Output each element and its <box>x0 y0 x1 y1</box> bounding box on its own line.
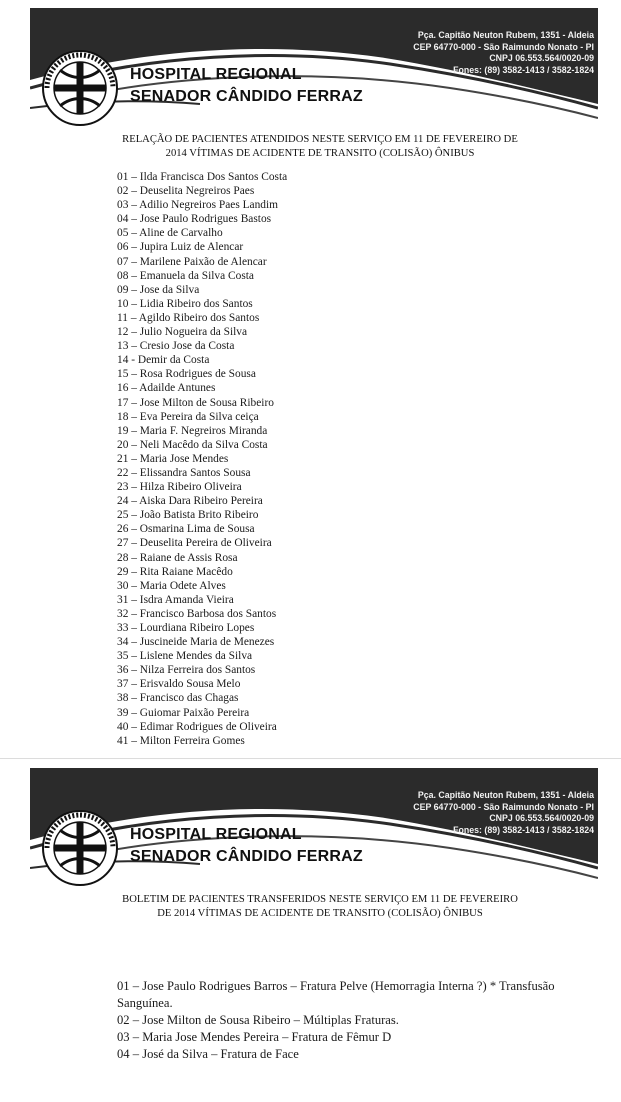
patient-item: 11 – Agildo Ribeiro dos Santos <box>117 311 260 324</box>
patient-item: 24 – Aiska Dara Ribeiro Pereira <box>117 495 263 508</box>
patient-item: 10 – Lidia Ribeiro dos Santos <box>117 297 253 310</box>
hospital-name-line1: HOSPITAL REGIONAL <box>130 66 302 83</box>
patient-item: 22 – Elissandra Santos Sousa <box>117 466 251 479</box>
transfer-item: 02 – Jose Milton de Sousa Ribeiro – Múltiplas Fraturas. <box>117 1013 399 1027</box>
patient-item: 29 – Rita Raiane Macêdo <box>117 565 233 578</box>
report1-title-line1: RELAÇÃO DE PACIENTES ATENDIDOS NESTE SERVIÇO EM 11 DE FEVEREIRO DE <box>122 134 518 145</box>
hospital-cep: CEP 64770-000 - São Raimundo Nonato - PI <box>413 41 594 52</box>
patient-item: 21 – Maria Jose Mendes <box>117 452 229 465</box>
hospital-phones: Fones: (89) 3582-1413 / 3582-1824 <box>453 64 594 75</box>
hospital-name <box>130 824 363 868</box>
hospital-name-line2: SENADOR CÂNDIDO FERRAZ <box>130 88 363 105</box>
hospital-logo <box>42 810 118 886</box>
page-divider <box>0 758 621 759</box>
hospital-phones: Fones: (89) 3582-1413 / 3582-1824 <box>453 824 594 835</box>
patient-item: 32 – Francisco Barbosa dos Santos <box>117 607 277 620</box>
hospital-name-line1: HOSPITAL REGIONAL <box>130 826 302 843</box>
patient-item: 25 – João Batista Brito Ribeiro <box>117 509 259 522</box>
patient-item: 27 – Deuselita Pereira de Oliveira <box>117 537 272 550</box>
patient-item: 37 – Erisvaldo Sousa Melo <box>117 678 241 691</box>
patient-item: 06 – Jupira Luiz de Alencar <box>117 241 244 254</box>
patient-item: 12 – Julio Nogueira da Silva <box>117 326 248 339</box>
patient-item: 17 – Jose Milton de Sousa Ribeiro <box>117 396 274 409</box>
patient-item: 30 – Maria Odete Alves <box>117 579 226 592</box>
patient-item: 35 – Lislene Mendes da Silva <box>117 650 253 663</box>
patient-item: 16 – Adailde Antunes <box>117 382 216 395</box>
patient-item: 03 – Adilio Negreiros Paes Landim <box>117 199 279 212</box>
hospital-contact <box>413 790 594 836</box>
patient-item: 38 – Francisco das Chagas <box>117 692 239 705</box>
letterhead-banner <box>30 8 598 126</box>
patient-item: 41 – Milton Ferreira Gomes <box>117 734 245 747</box>
patient-item: 15 – Rosa Rodrigues de Sousa <box>117 368 256 381</box>
patient-item: 05 – Aline de Carvalho <box>117 227 223 240</box>
transfer-item: 01 – Jose Paulo Rodrigues Barros – Fratura Pelve (Hemorragia Interna ?) * Transfusão Sanguínea. <box>117 979 555 1010</box>
patient-item: 09 – Jose da Silva <box>117 283 200 296</box>
transfer-item: 04 – José da Silva – Fratura de Face <box>117 1047 299 1061</box>
patient-item: 26 – Osmarina Lima de Sousa <box>117 523 255 536</box>
patient-item: 34 – Juscineide Maria de Menezes <box>117 636 275 649</box>
report2-title <box>70 893 570 921</box>
patient-item: 28 – Raiane de Assis Rosa <box>117 551 238 564</box>
letterhead-banner <box>30 768 598 886</box>
patient-list <box>117 170 287 748</box>
document-page-2 <box>0 760 621 1102</box>
hospital-cnpj: CNPJ 06.553.564/0020-09 <box>489 813 594 823</box>
transfer-list <box>117 978 577 1063</box>
patient-item: 23 – Hilza Ribeiro Oliveira <box>117 481 242 494</box>
patient-item: 33 – Lourdiana Ribeiro Lopes <box>117 622 255 634</box>
report1-title-line2: 2014 VÍTIMAS DE ACIDENTE DE TRANSITO (COLISÃO) ÔNIBUS <box>165 148 475 159</box>
patient-item: 13 – Cresio Jose da Costa <box>117 340 235 353</box>
patient-item: 19 – Maria F. Negreiros Miranda <box>117 424 268 437</box>
hospital-address: Pça. Capitão Neuton Rubem, 1351 - Aldeia <box>417 790 594 800</box>
report2-title-line1: BOLETIM DE PACIENTES TRANSFERIDOS NESTE SERVIÇO EM 11 DE FEVEREIRO <box>122 894 518 905</box>
patient-item: 39 – Guiomar Paixão Pereira <box>117 706 250 719</box>
patient-item: 40 – Edimar Rodrigues de Oliveira <box>117 720 277 733</box>
report1-title <box>70 133 570 161</box>
hospital-cnpj: CNPJ 06.553.564/0020-09 <box>489 53 594 63</box>
patient-item: 31 – Isdra Amanda Vieira <box>117 593 234 606</box>
report2-title-line2: DE 2014 VÍTIMAS DE ACIDENTE DE TRANSITO (COLISÃO) ÔNIBUS <box>157 908 483 919</box>
patient-item: 04 – Jose Paulo Rodrigues Bastos <box>117 213 272 226</box>
transfer-item: 03 – Maria Jose Mendes Pereira – Fratura de Fêmur D <box>117 1030 392 1044</box>
patient-item: 14 - Demir da Costa <box>117 354 210 367</box>
hospital-address: Pça. Capitão Neuton Rubem, 1351 - Aldeia <box>417 30 594 40</box>
hospital-logo <box>42 50 118 126</box>
hospital-name <box>130 64 363 108</box>
patient-item: 02 – Deuselita Negreiros Paes <box>117 185 255 198</box>
patient-item: 20 – Neli Macêdo da Silva Costa <box>117 438 268 451</box>
patient-item: 01 – Ilda Francisca Dos Santos Costa <box>117 171 288 183</box>
hospital-contact <box>413 30 594 76</box>
hospital-cep: CEP 64770-000 - São Raimundo Nonato - PI <box>413 801 594 812</box>
patient-item: 36 – Nilza Ferreira dos Santos <box>117 664 256 677</box>
patient-item: 07 – Marilene Paixão de Alencar <box>117 255 267 268</box>
hospital-name-line2: SENADOR CÂNDIDO FERRAZ <box>130 848 363 865</box>
patient-item: 18 – Eva Pereira da Silva ceiça <box>117 410 259 423</box>
patient-item: 08 – Emanuela da Silva Costa <box>117 269 254 282</box>
